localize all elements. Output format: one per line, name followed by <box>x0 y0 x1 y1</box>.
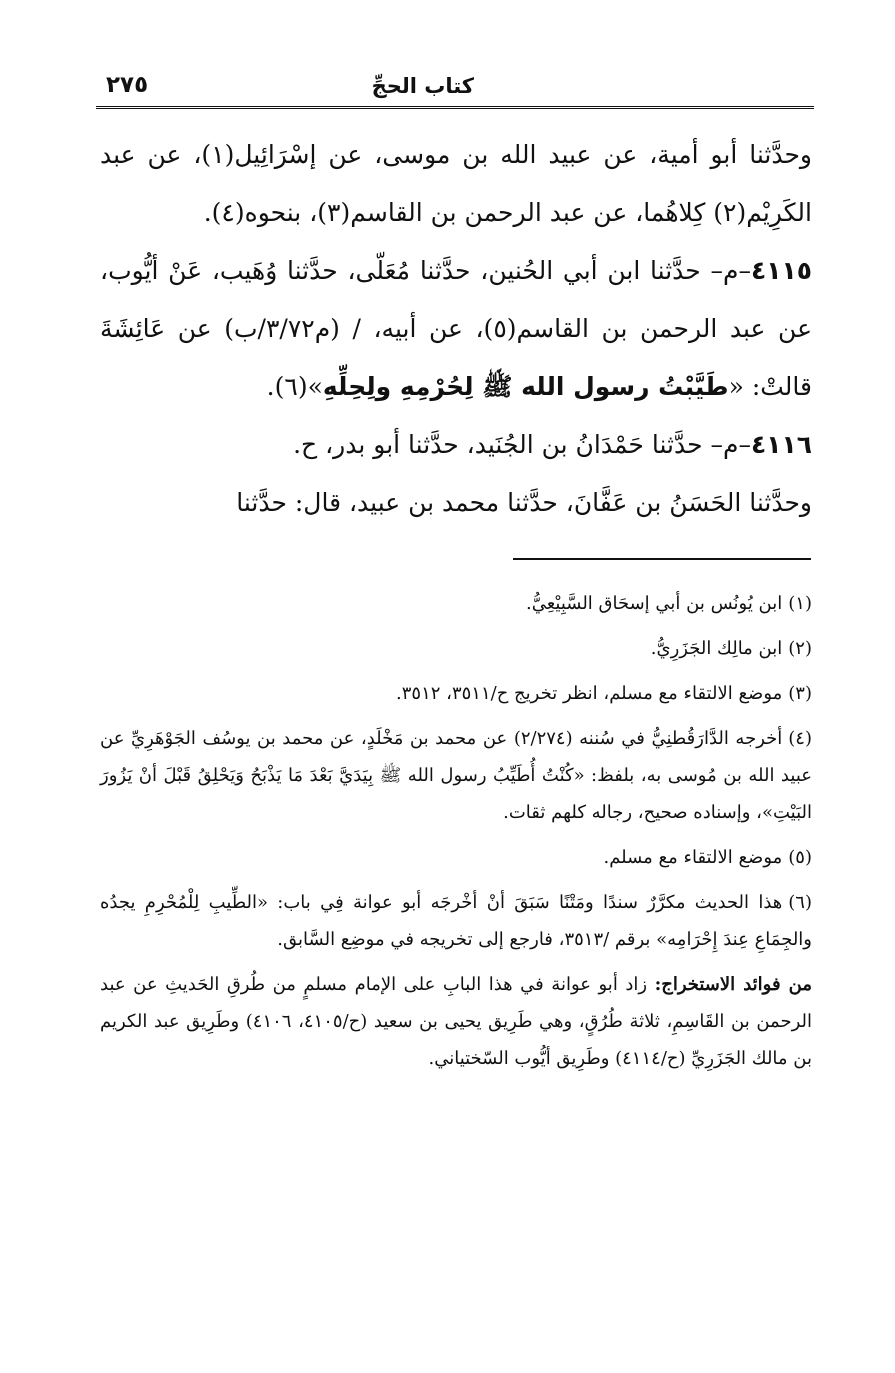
footnote-6 <box>100 884 812 958</box>
footnote-text: ابن يُونُس بن أبي إسحَاق السَّبِيْعِيُّ. <box>525 593 783 614</box>
hadith-text: –م– حدَّثنا ابن أبي الحُنين، حدَّثنا مُعَلّى، حدَّثنا وُهَيب، عَنْ أيُّوب، عن عبد الرحمن بن القاسم(٥)، عن أبيه، / (م٣/٧٢/ب) عن عَائِشَةَ قالتْ: « <box>100 256 812 401</box>
footnote-text: هذا الحديث مكرَّرٌ سندًا ومَتْنًا سَبَقَ أنْ أخْرجَه أبو عوانة فِي باب: «الطِّيبِ لِلْمُحْرِمِ يجدُه والجِمَاعِ عِندَ إِحْرَامِه» برقم /٣٥١٣، فارجع إلى تخريجه في موضِع السَّابق. <box>100 892 812 950</box>
footnote-text: موضع الالتقاء مع مسلم. <box>603 847 783 868</box>
footnote-text: موضع الالتقاء مع مسلم، انظر تخريج ح/٣٥١١، ٣٥١٢. <box>396 683 783 704</box>
footnote-2 <box>100 630 812 667</box>
paragraph-last: وحدَّثنا الحَسَنُ بن عَفَّانَ، حدَّثنا محمد بن عبيد، قال: حدَّثنا <box>236 488 812 517</box>
extraction-benefits <box>100 966 812 1077</box>
hadith-4116 <box>100 416 812 474</box>
benefits-heading: من فوائد الاستخراج: <box>654 974 812 995</box>
footnotes <box>100 585 812 1077</box>
book-title: كتاب الحجِّ <box>371 74 474 98</box>
hadith-quote: طَيَّبْتُ رسول الله ﷺ لِحُرْمِهِ ولِحِلِّهِ <box>322 372 729 401</box>
footnote-text: أخرجه الدَّارَقُطنِيُّ في سُننه (٢/٢٧٤) عن محمد بن مَخْلَدٍ، عن محمد بن يوسُف الجَوْهَرِيِّ عن عبيد الله بن مُوسى به، بلفظ: «كُنْتُ أُطَيِّبُ رسول الله ﷺ بِيَدَيَّ بَعْدَ مَا يَذْبَحُ وَيَحْلِقُ قَبْلَ أنْ يَزُورَ البَيْتِ»، وإسناده صحيح، رجاله كلهم ثقات. <box>100 728 812 823</box>
footnote-4 <box>100 720 812 831</box>
footnote-rule <box>513 558 811 560</box>
page-number: ٢٧٥ <box>106 72 149 98</box>
header-rule <box>96 106 814 109</box>
footnote-1 <box>100 585 812 622</box>
hadith-4115 <box>100 242 812 416</box>
hadith-number: ٤١١٦ <box>750 430 812 459</box>
footnote-number: (٥) <box>788 847 812 868</box>
hadith-end: »(٦). <box>266 372 323 401</box>
hadith-number: ٤١١٥ <box>750 256 812 285</box>
hadith-text: –م– حدَّثنا حَمْدَانُ بن الجُنَيد، حدَّثنا أبو بدر، ح. <box>293 430 751 459</box>
page-header <box>96 70 814 104</box>
footnote-3 <box>100 675 812 712</box>
footnote-number: (١) <box>788 593 812 614</box>
footnote-number: (٢) <box>788 638 812 659</box>
footnote-number: (٦) <box>788 892 812 913</box>
paragraph-1: وحدَّثنا أبو أمية، عن عبيد الله بن موسى، عن إسْرَائِيل(١)، عن عبد الكَرِيْم(٢) كِلاهُما، عن عبد الرحمن بن القاسم(٣)، بنحوه(٤). <box>100 140 813 227</box>
footnote-number: (٣) <box>788 683 812 704</box>
footnote-5 <box>100 839 812 876</box>
footnote-number: (٤) <box>788 728 812 749</box>
footnote-text: ابن مالِك الجَزَرِيُّ. <box>650 638 783 659</box>
main-text <box>100 126 812 532</box>
benefits-text: زاد أبو عوانة في هذا البابِ على الإمام مسلمٍ من طُرقِ الحَديثِ عن عبد الرحمن بن القَاسِمِ، ثلاثة طُرُقٍ، وهي طَرِيق يحيى بن سعيد (ح/٤١٠٥، ٤١٠٦) وطَرِيق عبد الكريم بن مالك الجَزَرِيِّ (ح/٤١١٤) وطَرِيق أيُّوب السّختياني. <box>100 974 812 1069</box>
